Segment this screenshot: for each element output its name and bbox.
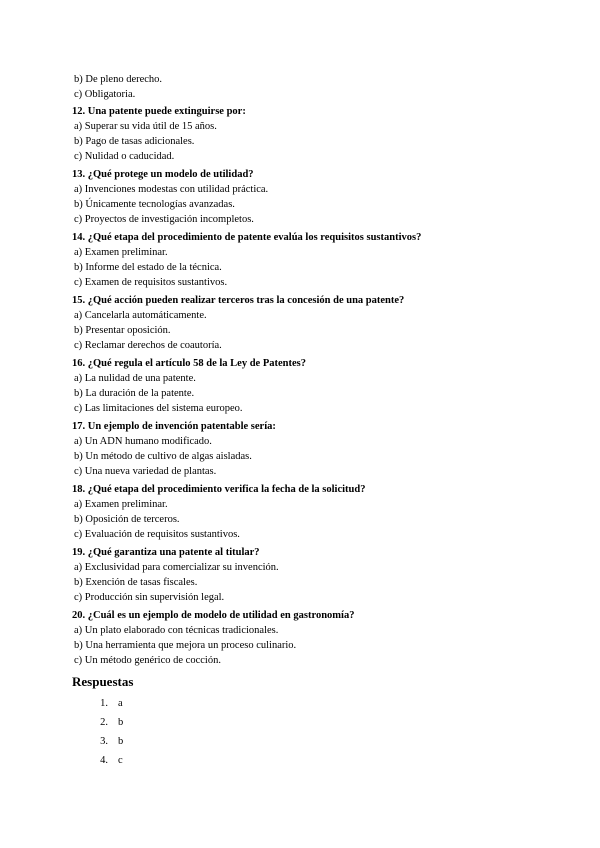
answer-item: [72, 713, 542, 732]
option-text: a) Exclusividad para comercializar su invención.: [74, 562, 279, 573]
question-title: 14. ¿Qué etapa del procedimiento de patente evalúa los requisitos sustantivos?: [72, 232, 422, 243]
option-text: c) Producción sin supervisión legal.: [74, 592, 225, 603]
answer-item: [72, 751, 542, 770]
option-text: a) Cancelarla automáticamente.: [74, 310, 207, 321]
answer-number: 3.: [100, 736, 108, 747]
question-block: [72, 293, 542, 353]
option-text: c) Proyectos de investigación incompletos.: [74, 214, 254, 225]
question-block: [72, 419, 542, 479]
answer-value: c: [118, 755, 123, 766]
answer-value: b: [118, 736, 124, 747]
option-text: a) Examen preliminar.: [74, 499, 168, 510]
option-text: c) Un método genérico de cocción.: [74, 655, 221, 666]
answer-number: 2.: [100, 717, 108, 728]
answer-number: 4.: [100, 755, 108, 766]
question-title: 16. ¿Qué regula el artículo 58 de la Ley de Patentes?: [72, 358, 306, 369]
document-page: [72, 72, 542, 770]
option-text: b) Oposición de terceros.: [74, 514, 180, 525]
option-text: a) La nulidad de una patente.: [74, 373, 196, 384]
option-text: c) Nulidad o caducidad.: [74, 151, 175, 162]
option-text: a) Invenciones modestas con utilidad práctica.: [74, 184, 269, 195]
carryover-options: [72, 72, 542, 102]
option-text: c) Las limitaciones del sistema europeo.: [74, 403, 243, 414]
question-block: [72, 482, 542, 542]
question-block: [72, 608, 542, 668]
answers-list: [72, 694, 542, 770]
question-title: 12. Una patente puede extinguirse por:: [72, 106, 246, 117]
option-text: a) Superar su vida útil de 15 años.: [74, 121, 217, 132]
question-title: 19. ¿Qué garantiza una patente al titular?: [72, 547, 260, 558]
question-title: 20. ¿Cuál es un ejemplo de modelo de utilidad en gastronomía?: [72, 610, 355, 621]
option-text: c) Reclamar derechos de coautoría.: [74, 340, 222, 351]
question-title: 15. ¿Qué acción pueden realizar terceros tras la concesión de una patente?: [72, 295, 405, 306]
option-text: b) Presentar oposición.: [74, 325, 171, 336]
question-block: [72, 356, 542, 416]
option-text: a) Examen preliminar.: [74, 247, 168, 258]
option-text: b) Una herramienta que mejora un proceso culinario.: [74, 640, 297, 651]
option-text: b) Un método de cultivo de algas aisladas.: [74, 451, 252, 462]
option-text: b) Informe del estado de la técnica.: [74, 262, 222, 273]
question-block: [72, 167, 542, 227]
question-block: [72, 104, 542, 164]
option-text: c) Examen de requisitos sustantivos.: [74, 277, 228, 288]
question-title: 17. Un ejemplo de invención patentable sería:: [72, 421, 276, 432]
option-text: b) Exención de tasas fiscales.: [74, 577, 198, 588]
option-text: b) De pleno derecho.: [74, 74, 163, 85]
answer-number: 1.: [100, 698, 108, 709]
answers-heading: Respuestas: [72, 674, 134, 689]
question-block: [72, 230, 542, 290]
question-title: 13. ¿Qué protege un modelo de utilidad?: [72, 169, 254, 180]
question-block: [72, 545, 542, 605]
option-text: c) Evaluación de requisitos sustantivos.: [74, 529, 240, 540]
answer-item: [72, 694, 542, 713]
answer-value: b: [118, 717, 124, 728]
option-text: a) Un plato elaborado con técnicas tradicionales.: [74, 625, 279, 636]
option-text: a) Un ADN humano modificado.: [74, 436, 212, 447]
answer-value: a: [118, 698, 123, 709]
option-text: c) Obligatoria.: [74, 89, 136, 100]
answer-item: [72, 732, 542, 751]
question-title: 18. ¿Qué etapa del procedimiento verifica la fecha de la solicitud?: [72, 484, 366, 495]
option-text: b) La duración de la patente.: [74, 388, 195, 399]
option-text: c) Una nueva variedad de plantas.: [74, 466, 217, 477]
option-text: b) Pago de tasas adicionales.: [74, 136, 195, 147]
option-text: b) Únicamente tecnologías avanzadas.: [74, 199, 235, 210]
